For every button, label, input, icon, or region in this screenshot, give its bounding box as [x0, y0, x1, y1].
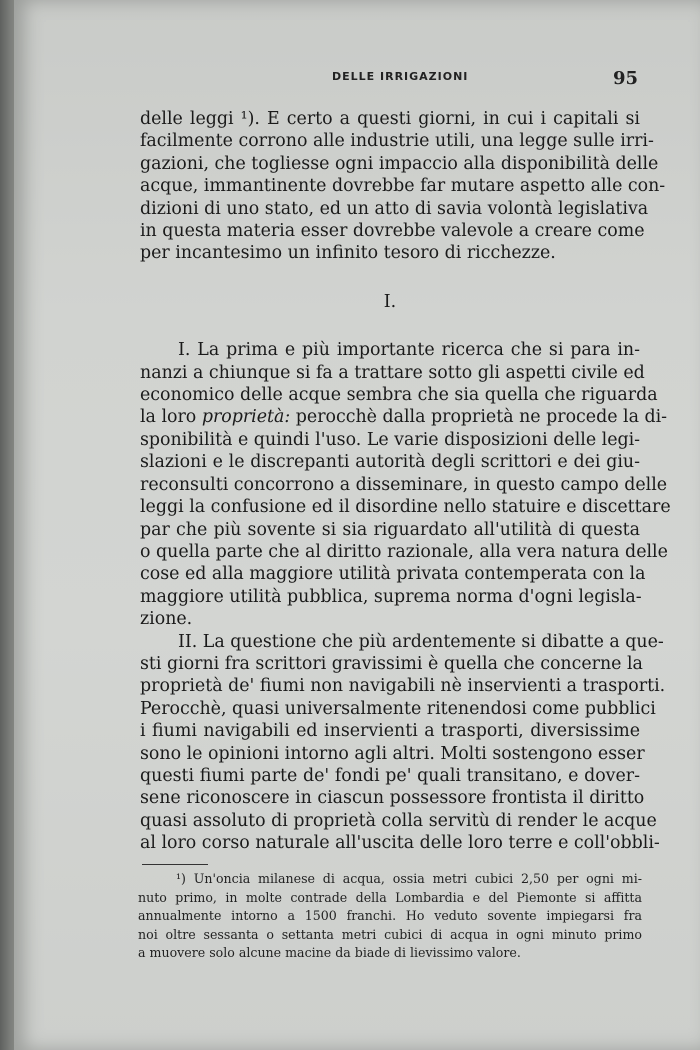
- text-line: sti giorni fra scrittori gravissimi è quella che concerne la: [140, 653, 643, 674]
- text-fragment: perocchè dalla proprietà ne procede la di-: [290, 407, 668, 428]
- text-line: maggiore utilità pubblica, suprema norma d'ogni legisla-: [140, 586, 642, 607]
- text-fragment: la loro: [140, 407, 202, 428]
- footnote-line: a muovere solo alcune macine da biade di lievissimo valore.: [138, 945, 521, 960]
- footnote-line: noi oltre sessanta o settanta metri cubici di acqua in ogni minuto primo: [138, 926, 642, 942]
- paragraph-two: [140, 631, 666, 855]
- text-line: zione.: [140, 609, 193, 630]
- text-line: sponibilità e quindi l'uso. Le varie disposizioni delle legi-: [140, 429, 641, 450]
- running-title: DELLE IRRIGAZIONI: [332, 70, 469, 83]
- text-line: II. La questione che più ardentemente si dibatte a que-: [178, 631, 664, 652]
- main-text: [140, 108, 671, 855]
- book-page: [14, 0, 700, 1050]
- text-line: nanzi a chiunque si fa a trattare sotto gli aspetti civile ed: [140, 362, 645, 383]
- text-line: slazioni e le discrepanti autorità degli scrittori e dei giu-: [140, 452, 640, 473]
- text-line: sene riconoscere in ciascun possessore frontista il diritto: [140, 788, 645, 809]
- page-number: 95: [612, 68, 638, 89]
- paragraph-one: [140, 339, 671, 630]
- text-line: gazioni, che togliesse ogni impaccio alla disponibilità delle: [140, 153, 659, 174]
- text-line: par che più sovente si sia riguardato all'utilità di questa: [140, 519, 640, 540]
- footnote-divider: [142, 864, 208, 865]
- text-line: [140, 406, 668, 428]
- text-line: leggi la confusione ed il disordine nello statuire e discettare: [140, 497, 671, 518]
- footnote-line: nuto primo, in molte contrade della Lombardia e del Piemonte si affitta: [138, 889, 642, 905]
- text-line: dizioni di uno stato, ed un atto di savia volontà legislativa: [140, 198, 649, 219]
- text-line: proprietà de' fiumi non navigabili nè inservienti a trasporti.: [140, 676, 666, 697]
- text-line: economico delle acque sembra che sia quella che riguarda: [140, 385, 658, 406]
- text-line: o quella parte che al diritto razionale, alla vera natura delle: [140, 541, 668, 562]
- text-line: al loro corso naturale all'uscita delle loro terre e coll'obbli-: [140, 833, 660, 854]
- text-line: cose ed alla maggiore utilità privata contemperata con la: [140, 564, 646, 585]
- text-line: questi fiumi parte de' fondi pe' quali transitano, e dover-: [140, 765, 640, 786]
- italic-term: proprietà:: [201, 407, 291, 428]
- footnote-line: ¹) Un'oncia milanese di acqua, ossia metri cubici 2,50 per ogni mi-: [176, 871, 642, 886]
- text-line: per incantesimo un infinito tesoro di ricchezze.: [140, 243, 556, 264]
- text-line: i fiumi navigabili ed inservienti a trasporti, diversissime: [140, 721, 640, 742]
- section-heading: I.: [383, 291, 397, 312]
- text-line: in questa materia esser dovrebbe valevole a creare come: [140, 221, 645, 242]
- text-line: facilmente corrono alle industrie utili, una legge sulle irri-: [140, 131, 654, 152]
- footnote: [138, 870, 642, 963]
- footnote-line: annualmente intorno a 1500 franchi. Ho veduto sovente impiegarsi fra: [138, 908, 642, 923]
- text-line: reconsulti concorrono a disseminare, in questo campo delle: [140, 474, 668, 495]
- text-line: acque, immantinente dovrebbe far mutare aspetto alle con-: [140, 176, 666, 197]
- text-line: delle leggi ¹). E certo a questi giorni, in cui i capitali si: [140, 109, 640, 129]
- text-line: quasi assoluto di proprietà colla servitù di render le acque: [140, 810, 657, 831]
- intro-paragraph: [140, 108, 666, 265]
- text-line: Perocchè, quasi universalmente ritenendosi come pubblici: [140, 698, 656, 719]
- text-line: I. La prima e più importante ricerca che si para in-: [178, 340, 640, 361]
- text-line: sono le opinioni intorno agli altri. Molti sostengono esser: [140, 743, 645, 764]
